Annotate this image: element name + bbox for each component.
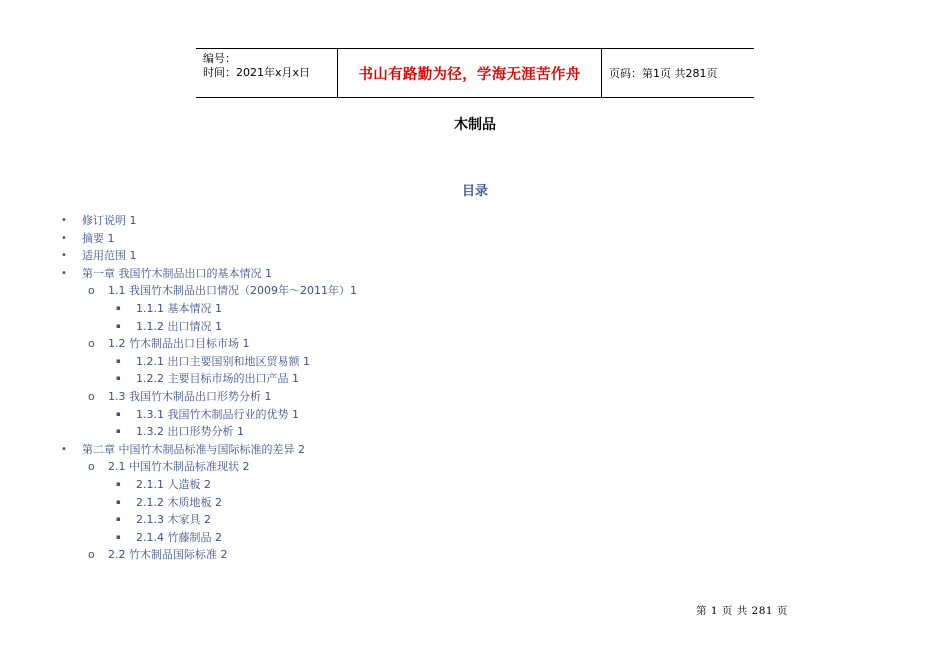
toc-bullet: ▪ xyxy=(116,497,121,506)
toc-entry-label: 1.3.2 出口形势分析 1 xyxy=(136,425,244,439)
header-table xyxy=(196,48,754,98)
toc-bullet: • xyxy=(61,250,67,262)
toc-bullet: o xyxy=(88,337,95,351)
toc-entry[interactable] xyxy=(0,458,950,476)
toc-entry[interactable] xyxy=(0,370,950,388)
toc-entry-label: 第一章 我国竹木制品出口的基本情况 1 xyxy=(82,266,272,280)
toc-entry-label: 适用范围 1 xyxy=(82,249,137,263)
toc-entry-label: 2.1 中国竹木制品标准现状 2 xyxy=(108,460,250,474)
toc-entry-label: 1.2 竹木制品出口目标市场 1 xyxy=(108,337,250,351)
toc-entry-label: 第二章 中国竹木制品标准与国际标准的差异 2 xyxy=(82,442,305,456)
toc-bullet: o xyxy=(88,284,95,298)
header-number-label: 编号： xyxy=(203,52,236,65)
toc-title: 目录 xyxy=(461,184,488,199)
toc-entry[interactable] xyxy=(0,265,950,283)
toc-bullet: ▪ xyxy=(116,515,121,524)
toc-bullet: o xyxy=(88,548,95,562)
toc-entry[interactable] xyxy=(0,212,950,230)
toc-bullet: ▪ xyxy=(116,374,121,383)
toc-entry-label: 1.1 我国竹木制品出口情况（2009年～2011年）1 xyxy=(108,284,357,298)
toc-entry[interactable] xyxy=(0,282,950,300)
toc-bullet: o xyxy=(88,389,95,403)
toc-entry-label: 2.2 竹木制品国际标准 2 xyxy=(108,548,228,562)
toc-bullet: ▪ xyxy=(116,321,121,330)
toc-bullet: • xyxy=(61,232,67,244)
toc-entry-label: 修订说明 1 xyxy=(82,214,137,227)
toc-entry-label: 2.1.4 竹藤制品 2 xyxy=(136,530,222,544)
toc-entry[interactable] xyxy=(0,300,950,318)
toc-bullet: ▪ xyxy=(116,409,121,418)
header-meta xyxy=(196,49,338,97)
toc-entry[interactable] xyxy=(0,476,950,494)
header-page-info: 页码：第1页 共281页 xyxy=(609,67,718,80)
toc-entry[interactable] xyxy=(0,406,950,424)
toc-entry[interactable] xyxy=(0,423,950,441)
toc-bullet: ▪ xyxy=(116,303,121,312)
toc-entry[interactable] xyxy=(0,546,950,564)
toc-entry[interactable] xyxy=(0,247,950,265)
toc-bullet: ▪ xyxy=(116,532,121,541)
toc-entry[interactable] xyxy=(0,511,950,529)
header-motto: 书山有路勤为径，学海无涯苦作舟 xyxy=(338,49,602,97)
toc-bullet: ▪ xyxy=(116,479,121,488)
toc-bullet: ▪ xyxy=(116,427,121,436)
toc-entry[interactable] xyxy=(0,230,950,248)
toc-entry-label: 摘要 1 xyxy=(82,231,115,245)
toc-entry-label: 1.1.1 基本情况 1 xyxy=(136,301,222,315)
header-date: 时间：2021年x月x日 xyxy=(203,66,311,79)
page-footer: 第 1 页 共 281 页 xyxy=(696,605,788,617)
toc-bullet: • xyxy=(61,267,67,279)
toc-entry[interactable] xyxy=(0,529,950,547)
toc-entry-label: 1.2.1 出口主要国别和地区贸易额 1 xyxy=(136,354,310,368)
toc-entry[interactable] xyxy=(0,318,950,336)
toc-bullet: o xyxy=(88,460,95,474)
toc-entry-label: 1.1.2 出口情况 1 xyxy=(136,319,222,333)
toc-entry-label: 1.3 我国竹木制品出口形势分析 1 xyxy=(108,389,272,403)
toc-entry[interactable] xyxy=(0,335,950,353)
toc-entry-label: 2.1.2 木质地板 2 xyxy=(136,495,222,509)
toc-entry-label: 1.3.1 我国竹木制品行业的优势 1 xyxy=(136,407,299,421)
toc-bullet: ▪ xyxy=(116,356,121,365)
toc-entry[interactable] xyxy=(0,441,950,459)
table-of-contents xyxy=(0,212,950,564)
toc-entry-label: 1.2.2 主要目标市场的出口产品 1 xyxy=(136,372,299,386)
toc-entry[interactable] xyxy=(0,353,950,371)
toc-entry[interactable] xyxy=(0,388,950,406)
toc-bullet: • xyxy=(61,215,67,226)
toc-entry-label: 2.1.3 木家具 2 xyxy=(136,513,211,527)
toc-entry[interactable] xyxy=(0,494,950,512)
document-title: 木制品 xyxy=(454,117,496,133)
toc-bullet: • xyxy=(61,443,67,455)
toc-entry-label: 2.1.1 人造板 2 xyxy=(136,477,211,491)
